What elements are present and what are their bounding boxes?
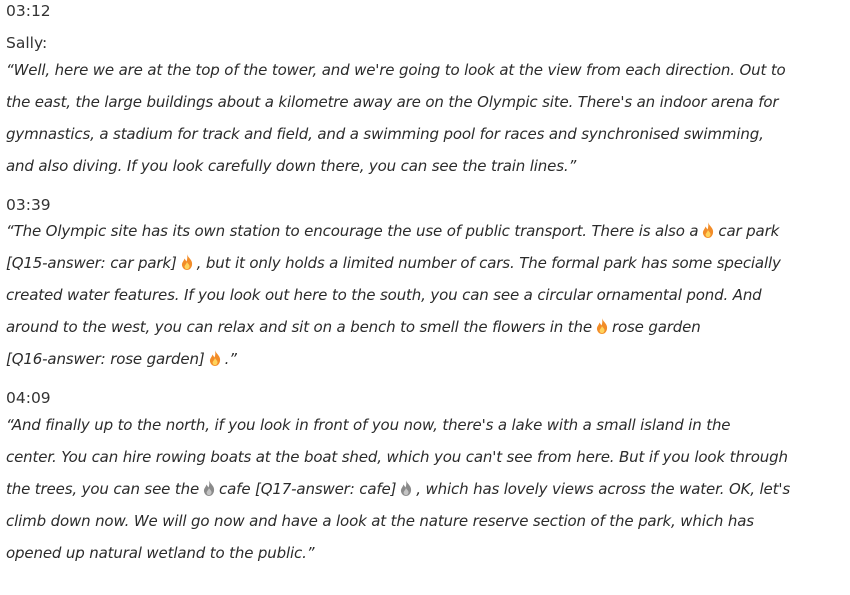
quote-line [6, 473, 850, 505]
quote-text [6, 215, 850, 375]
speaker-name: Sally: [6, 34, 48, 52]
quote-segment: .” [224, 350, 237, 368]
answer-label: [Q15-answer: car park] [6, 254, 177, 272]
fire-icon [399, 480, 413, 496]
quote-line: created water features. If you look out here to the south, you can see a circular ornamental pond. And [6, 286, 762, 304]
fire-icon [595, 318, 609, 334]
answer-highlight: car park [718, 222, 780, 240]
quote-line: “And finally up to the north, if you look in front of you now, there's a lake with a small island in the [6, 416, 731, 434]
quote-segment: “The Olympic site has its own station to encourage the use of public transport. There is also a [6, 222, 699, 240]
quote-line [6, 215, 850, 247]
answer-highlight: cafe [Q17-answer: cafe] [219, 480, 397, 498]
quote-line: opened up natural wetland to the public.” [6, 544, 315, 562]
quote-text [6, 409, 850, 569]
quote-text [6, 54, 850, 182]
quote-segment: , which has lovely views across the water. OK, let's [416, 480, 791, 498]
quote-segment: around to the west, you can relax and sit on a bench to smell the flowers in the [6, 318, 592, 336]
answer-highlight: rose garden [611, 318, 701, 336]
timestamp: 04:09 [6, 389, 51, 407]
quote-line: climb down now. We will go now and have a look at the nature reserve section of the park, which has [6, 512, 754, 530]
answer-label: [Q16-answer: rose garden] [6, 350, 205, 368]
timestamp: 03:12 [6, 2, 51, 20]
transcript-block [6, 375, 850, 569]
quote-line [6, 311, 850, 343]
quote-line: gymnastics, a stadium for track and field, and a swimming pool for races and synchronised swimming, [6, 125, 764, 143]
transcript-block [6, 182, 850, 375]
fire-icon [202, 480, 216, 496]
timestamp: 03:39 [6, 196, 51, 214]
fire-icon [701, 222, 715, 238]
quote-line: center. You can hire rowing boats at the boat shed, which you can't see from here. But if you look through [6, 448, 788, 466]
quote-segment: , but it only holds a limited number of cars. The formal park has some specially [196, 254, 781, 272]
quote-line: and also diving. If you look carefully down there, you can see the train lines.” [6, 157, 577, 175]
fire-icon [180, 254, 194, 270]
fire-icon [208, 350, 222, 366]
quote-line: “Well, here we are at the top of the tower, and we're going to look at the view from each direction. Out to [6, 61, 786, 79]
quote-line [6, 247, 850, 279]
quote-line: the east, the large buildings about a kilometre away are on the Olympic site. There's an indoor arena for [6, 93, 779, 111]
quote-line [6, 343, 850, 375]
quote-segment: the trees, you can see the [6, 480, 200, 498]
transcript-block [6, 0, 850, 182]
